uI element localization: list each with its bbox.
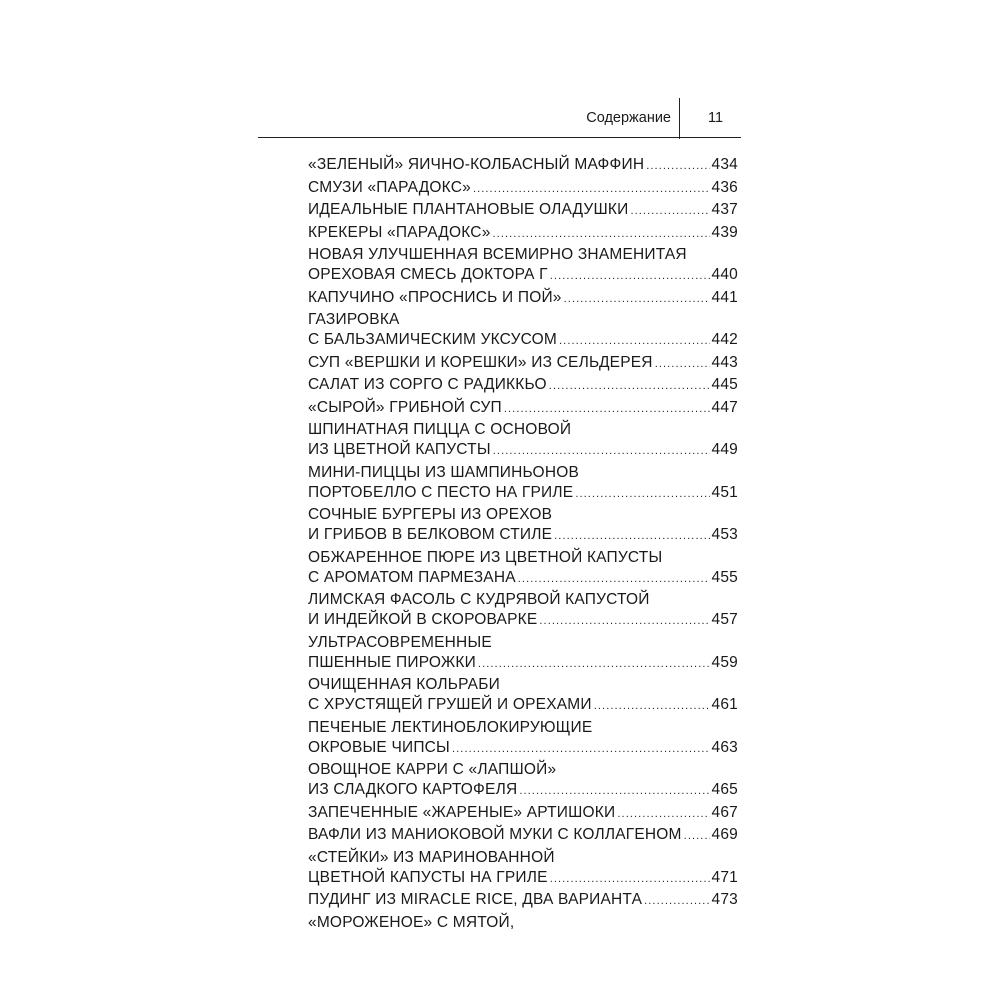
dot-leader — [549, 376, 710, 396]
toc-entry-row — [308, 178, 738, 199]
toc-entry-title-line: НОВАЯ УЛУЧШЕННАЯ ВСЕМИРНО ЗНАМЕНИТАЯ — [308, 246, 687, 263]
dot-leader — [630, 201, 709, 221]
toc-entry-page-number: 443 — [711, 353, 738, 371]
dot-leader — [478, 654, 710, 674]
toc-entry-row — [308, 653, 738, 674]
toc-entry-page-number: 434 — [711, 156, 738, 173]
toc-entry-title: «СЫРОЙ» ГРИБНОЙ СУП — [308, 398, 502, 416]
dot-leader — [539, 611, 709, 631]
dot-leader — [550, 266, 710, 286]
toc-entry-title: САЛАТ ИЗ СОРГО С РАДИККЬО — [308, 376, 547, 393]
toc-entry-title-line: ГАЗИРОВКА — [308, 311, 400, 328]
toc-entry-row — [308, 803, 738, 824]
header-horizontal-rule — [258, 137, 741, 138]
toc-entry — [308, 375, 738, 396]
toc-entry — [308, 178, 738, 199]
toc-entry-row — [308, 738, 738, 759]
toc-entry-page-number: 447 — [711, 398, 738, 416]
dot-leader — [644, 891, 709, 911]
dot-leader — [452, 739, 710, 759]
toc-entry — [308, 675, 738, 716]
toc-entry-title: ВАФЛИ ИЗ МАНИОКОВОЙ МУКИ С КОЛЛАГЕНОМ — [308, 826, 682, 843]
toc-entry-page-number: 459 — [711, 653, 738, 671]
running-header — [258, 98, 741, 138]
toc-entry-title: ИЗ ЦВЕТНОЙ КАПУСТЫ — [308, 441, 491, 458]
toc-entry-row — [308, 223, 738, 244]
toc-entry-row — [308, 155, 738, 176]
dot-leader — [646, 156, 709, 176]
toc-entry-page-number: 451 — [711, 483, 738, 501]
toc-entry-row — [308, 353, 738, 374]
toc-entry-page-number: 457 — [711, 611, 738, 628]
toc-entry-title-line: УЛЬТРАСОВРЕМЕННЫЕ — [308, 633, 492, 651]
toc-entry — [308, 760, 738, 801]
dot-leader — [594, 696, 710, 716]
toc-entry-title: С БАЛЬЗАМИЧЕСКИМ УКСУСОМ — [308, 331, 558, 348]
dot-leader — [617, 804, 709, 824]
toc-entry-title: КРЕКЕРЫ «ПАРАДОКС» — [308, 223, 491, 241]
toc-entry — [308, 848, 738, 889]
toc-entry-page-number: 469 — [711, 826, 738, 843]
toc-entry-row — [308, 200, 738, 221]
toc-entry-title: КАПУЧИНО «ПРОСНИСЬ И ПОЙ» — [308, 288, 562, 306]
toc-entry-title-line: ОЧИЩЕННАЯ КОЛЬРАБИ — [308, 676, 500, 693]
toc-entry — [308, 353, 738, 374]
toc-entry-row — [308, 265, 738, 286]
dot-leader — [473, 179, 710, 199]
toc-entry — [308, 200, 738, 221]
toc-entry-row — [308, 568, 738, 589]
toc-entry-row — [308, 695, 738, 716]
toc-entry-title: ИДЕАЛЬНЫЕ ПЛАНТАНОВЫЕ ОЛАДУШКИ — [308, 201, 629, 218]
toc-entry-page-number: 439 — [711, 223, 738, 241]
toc-entry-page-number: 449 — [711, 441, 738, 458]
toc-entry-row — [308, 440, 738, 461]
toc-entry-title: «МОРОЖЕНОЕ» С МЯТОЙ, — [308, 913, 515, 931]
toc-entry-row — [308, 398, 738, 419]
dot-leader — [564, 289, 710, 309]
toc-entry-row — [308, 483, 738, 504]
toc-entry-title-line: ОБЖАРЕННОЕ ПЮРЕ ИЗ ЦВЕТНОЙ КАПУСТЫ — [308, 548, 663, 566]
toc-entry-title-line: ОВОЩНОЕ КАРРИ С «ЛАПШОЙ» — [308, 761, 557, 778]
toc-entry-title: ОРЕХОВАЯ СМЕСЬ ДОКТОРА Г — [308, 266, 548, 283]
toc-entry-page-number: 467 — [711, 803, 738, 821]
toc-entry-title: ОКРОВЫЕ ЧИПСЫ — [308, 738, 450, 756]
page-number: 11 — [708, 110, 724, 126]
toc-entry-title-line: ПЕЧЕНЫЕ ЛЕКТИНОБЛОКИРУЮЩИЕ — [308, 718, 593, 736]
toc-entry-title-line: МИНИ-ПИЦЦЫ ИЗ ШАМПИНЬОНОВ — [308, 463, 580, 481]
toc-entry — [308, 913, 738, 933]
toc-entry-row — [308, 913, 738, 933]
toc-entry-page-number: 465 — [711, 781, 738, 798]
toc-entry — [308, 825, 738, 846]
toc-entry-row — [308, 288, 738, 309]
toc-entry-page-number: 436 — [711, 178, 738, 196]
toc-entry-title: ПУДИНГ ИЗ MIRACLE RICE, ДВА ВАРИАНТА — [308, 891, 643, 908]
table-of-contents — [308, 155, 738, 934]
toc-entry — [308, 223, 738, 244]
dot-leader — [575, 484, 709, 504]
toc-entry-page-number: 455 — [711, 568, 738, 586]
toc-entry-title-line: «СТЕЙКИ» ИЗ МАРИНОВАННОЙ — [308, 848, 555, 866]
toc-entry-page-number: 471 — [711, 868, 738, 886]
toc-entry-title-line: ШПИНАТНАЯ ПИЦЦА С ОСНОВОЙ — [308, 421, 572, 438]
toc-entry — [308, 420, 738, 461]
dot-leader — [493, 224, 710, 244]
toc-entry — [308, 463, 738, 504]
toc-entry-page-number: 461 — [711, 696, 738, 713]
toc-entry — [308, 398, 738, 419]
dot-leader — [504, 399, 710, 419]
toc-entry — [308, 288, 738, 309]
toc-entry-title: С ХРУСТЯЩЕЙ ГРУШЕЙ И ОРЕХАМИ — [308, 696, 592, 713]
toc-entry-page-number: 441 — [711, 288, 738, 306]
toc-entry-page-number: 473 — [711, 891, 738, 908]
toc-entry-title: С АРОМАТОМ ПАРМЕЗАНА — [308, 568, 516, 586]
toc-entry-row — [308, 890, 738, 911]
toc-entry-row — [308, 780, 738, 801]
toc-entry-row — [308, 330, 738, 351]
dot-leader — [655, 354, 710, 374]
toc-entry — [308, 548, 738, 589]
toc-entry — [308, 245, 738, 286]
toc-entry-row — [308, 825, 738, 846]
toc-entry-page-number: 445 — [711, 376, 738, 393]
toc-entry-title: ЗАПЕЧЕННЫЕ «ЖАРЕНЫЕ» АРТИШОКИ — [308, 803, 616, 821]
toc-entry — [308, 718, 738, 759]
dot-leader — [519, 781, 709, 801]
toc-entry-title-line: ЛИМСКАЯ ФАСОЛЬ С КУДРЯВОЙ КАПУСТОЙ — [308, 591, 650, 608]
dot-leader — [559, 331, 710, 351]
toc-entry-title-line: СОЧНЫЕ БУРГЕРЫ ИЗ ОРЕХОВ — [308, 506, 553, 523]
toc-entry-page-number: 437 — [711, 201, 738, 218]
toc-entry-title: ЦВЕТНОЙ КАПУСТЫ НА ГРИЛЕ — [308, 868, 548, 886]
toc-entry — [308, 505, 738, 546]
toc-entry — [308, 155, 738, 176]
toc-entry-page-number: 440 — [711, 266, 738, 283]
toc-entry-page-number: 442 — [711, 331, 738, 348]
toc-entry-title: СУП «ВЕРШКИ И КОРЕШКИ» ИЗ СЕЛЬДЕРЕЯ — [308, 353, 653, 371]
toc-entry — [308, 633, 738, 674]
dot-leader — [493, 441, 710, 461]
toc-entry-page-number: 463 — [711, 738, 738, 756]
toc-entry — [308, 890, 738, 911]
toc-entry-title: ПОРТОБЕЛЛО С ПЕСТО НА ГРИЛЕ — [308, 483, 574, 501]
toc-entry-row — [308, 375, 738, 396]
running-header-title: Содержание — [586, 110, 671, 126]
dot-leader — [554, 526, 709, 546]
toc-entry-title: ИЗ СЛАДКОГО КАРТОФЕЛЯ — [308, 781, 518, 798]
dot-leader — [550, 869, 710, 889]
toc-entry-title: ПШЕННЫЕ ПИРОЖКИ — [308, 653, 476, 671]
toc-entry-title: «ЗЕЛЕНЫЙ» ЯИЧНО-КОЛБАСНЫЙ МАФФИН — [308, 156, 645, 173]
toc-entry-title: СМУЗИ «ПАРАДОКС» — [308, 178, 471, 196]
toc-entry-row — [308, 868, 738, 889]
header-vertical-rule — [679, 98, 680, 139]
toc-entry-title: И ИНДЕЙКОЙ В СКОРОВАРКЕ — [308, 611, 538, 628]
dot-leader — [684, 826, 710, 846]
toc-entry — [308, 803, 738, 824]
toc-entry-row — [308, 610, 738, 631]
toc-entry — [308, 590, 738, 631]
dot-leader — [518, 569, 710, 589]
toc-entry-title: И ГРИБОВ В БЕЛКОВОМ СТИЛЕ — [308, 526, 553, 543]
toc-entry-row — [308, 525, 738, 546]
toc-entry — [308, 310, 738, 351]
toc-entry-page-number: 453 — [711, 526, 738, 543]
